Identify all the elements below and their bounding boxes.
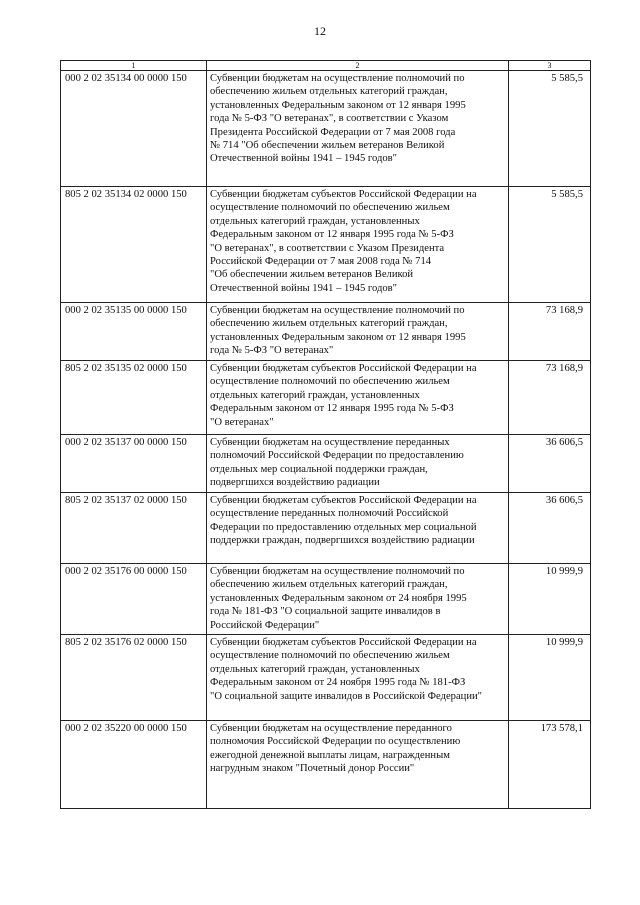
- amount-cell: 173 578,1: [509, 721, 591, 809]
- amount-cell: 73 168,9: [509, 361, 591, 435]
- description-cell: Субвенции бюджетам субъектов Российской Федерации на осуществление переданных полномочий Российской Федерации по предоставлению отдельных мер социальной поддержки граждан, подвергшихся воздействию радиации: [207, 493, 509, 564]
- amount-cell: 10 999,9: [509, 635, 591, 721]
- budget-code-cell: 000 2 02 35220 00 0000 150: [61, 721, 207, 809]
- table-row: [61, 564, 591, 635]
- budget-code-cell: 000 2 02 35134 00 0000 150: [61, 71, 207, 187]
- budget-code-cell: 805 2 02 35176 02 0000 150: [61, 635, 207, 721]
- table-row: [61, 361, 591, 435]
- budget-code-cell: 805 2 02 35134 02 0000 150: [61, 187, 207, 303]
- description-cell: Субвенции бюджетам на осуществление переданных полномочий Российской Федерации по предоставлению отдельных мер социальной поддержки граждан, подвергшихся воздействию радиации: [207, 435, 509, 493]
- column-header-description: 2: [207, 61, 509, 71]
- description-cell: Субвенции бюджетам на осуществление переданного полномочия Российской Федерации по осуществлению ежегодной денежной выплаты лицам, награжденным нагрудным знаком "Почетный донор России": [207, 721, 509, 809]
- table-row: [61, 493, 591, 564]
- page-number: 12: [314, 24, 326, 38]
- table-header-row: [61, 61, 591, 71]
- amount-cell: 5 585,5: [509, 71, 591, 187]
- table-row: [61, 435, 591, 493]
- amount-cell: 36 606,5: [509, 493, 591, 564]
- amount-cell: 36 606,5: [509, 435, 591, 493]
- budget-code-cell: 000 2 02 35176 00 0000 150: [61, 564, 207, 635]
- amount-cell: 5 585,5: [509, 187, 591, 303]
- budget-code-cell: 000 2 02 35137 00 0000 150: [61, 435, 207, 493]
- description-cell: Субвенции бюджетам на осуществление полномочий по обеспечению жильем отдельных категорий граждан, установленных Федеральным законом от 12 января 1995 года № 5-ФЗ "О ветеранах": [207, 303, 509, 361]
- budget-code-cell: 805 2 02 35135 02 0000 150: [61, 361, 207, 435]
- table-row: [61, 635, 591, 721]
- table-row: [61, 187, 591, 303]
- description-cell: Субвенции бюджетам на осуществление полномочий по обеспечению жильем отдельных категорий граждан, установленных Федеральным законом от 24 ноября 1995 года № 181-ФЗ "О социальной защите инвалидов в Российской Федерации": [207, 564, 509, 635]
- table-row: [61, 721, 591, 809]
- description-cell: Субвенции бюджетам субъектов Российской Федерации на осуществление полномочий по обеспечению жильем отдельных категорий граждан, установленных Федеральным законом от 12 января 1995 года № 5-ФЗ "О ветеранах", в соответствии с Указом Президента Российской Федерации от 7 мая 2008 года № 714 "Об обеспечении жильем ветеранов Великой Отечественной войны 1941 – 1945 годов": [207, 187, 509, 303]
- amount-cell: 10 999,9: [509, 564, 591, 635]
- description-cell: Субвенции бюджетам субъектов Российской Федерации на осуществление полномочий по обеспечению жильем отдельных категорий граждан, установленных Федеральным законом от 12 января 1995 года № 5-ФЗ "О ветеранах": [207, 361, 509, 435]
- column-header-amount: 3: [509, 61, 591, 71]
- budget-code-cell: 805 2 02 35137 02 0000 150: [61, 493, 207, 564]
- column-header-code: 1: [61, 61, 207, 71]
- budget-revenue-table: [60, 60, 591, 809]
- budget-code-cell: 000 2 02 35135 00 0000 150: [61, 303, 207, 361]
- table-row: [61, 303, 591, 361]
- amount-cell: 73 168,9: [509, 303, 591, 361]
- table-row: [61, 71, 591, 187]
- description-cell: Субвенции бюджетам на осуществление полномочий по обеспечению жильем отдельных категорий граждан, установленных Федеральным законом от 12 января 1995 года № 5-ФЗ "О ветеранах", в соответствии с Указом Президента Российской Федерации от 7 мая 2008 года № 714 "Об обеспечении жильем ветеранов Великой Отечественной войны 1941 – 1945 годов": [207, 71, 509, 187]
- description-cell: Субвенции бюджетам субъектов Российской Федерации на осуществление полномочий по обеспечению жильем отдельных категорий граждан, установленных Федеральным законом от 24 ноября 1995 года № 181-ФЗ "О социальной защите инвалидов в Российской Федерации": [207, 635, 509, 721]
